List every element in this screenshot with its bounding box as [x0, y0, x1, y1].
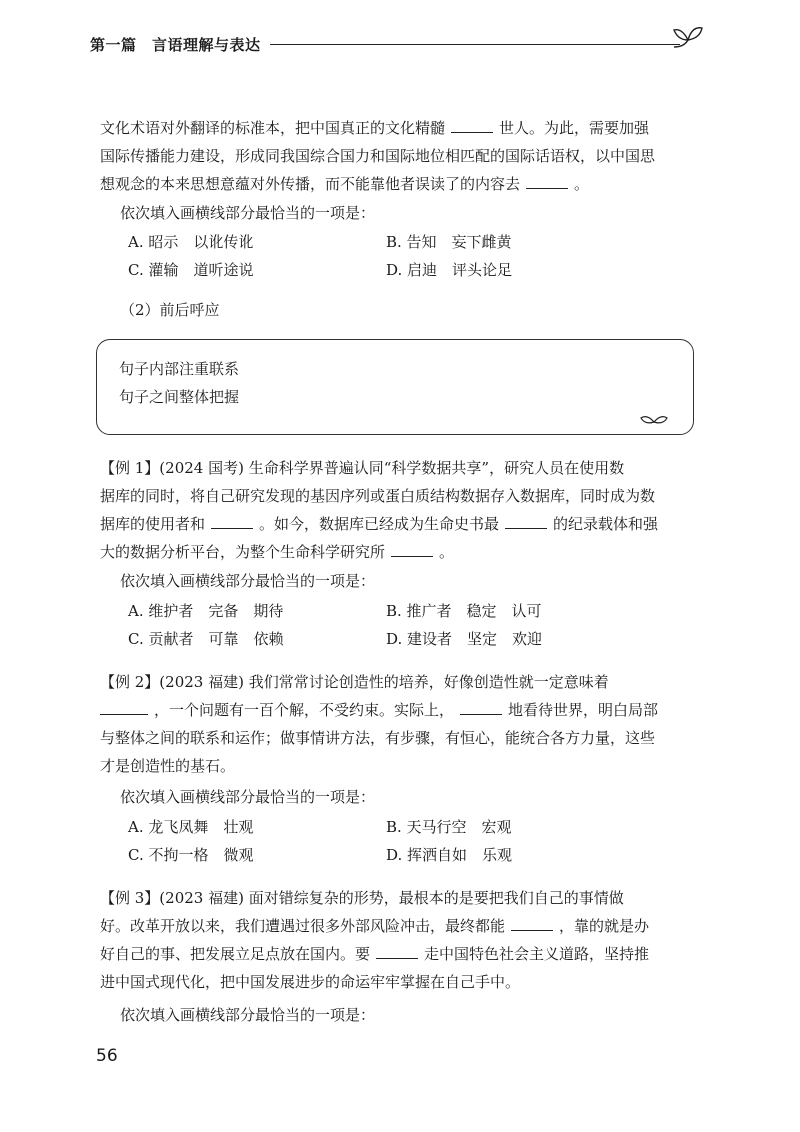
example-line: 好。改革开放以来，我们遭遇过很多外部风险冲击，最终都能 ，靠的就是办	[100, 912, 690, 940]
blank-line	[460, 698, 502, 715]
example-1-paragraph	[100, 454, 690, 566]
example-line: 据库的使用者和 。如今，数据库已经成为生命史书最 的纪录载体和强	[100, 510, 690, 538]
example-2-paragraph	[100, 668, 690, 780]
intro-line: 国际传播能力建设，形成同我国综合国力和国际地位相匹配的国际话语权，以中国思	[100, 147, 656, 165]
sprout-icon	[670, 22, 706, 52]
page-number: 56	[96, 1046, 118, 1066]
option-a: A. 昭示 以讹传讹	[128, 233, 254, 251]
blank-line	[376, 942, 418, 959]
example-line: 与整体之间的联系和运作；做事情讲方法，有步骤，有恒心，能统合各方力量，这些	[100, 729, 656, 747]
leaf-icon	[639, 412, 669, 428]
question-prompt: 依次填入画横线部分最恰当的一项是：	[120, 788, 376, 806]
option-b: B. 推广者 稳定 认可	[386, 602, 542, 620]
question-prompt: 依次填入画横线部分最恰当的一项是：	[120, 572, 376, 590]
option-d: D. 启迪 评头论足	[386, 261, 513, 279]
chapter-label: 第一篇	[90, 36, 137, 54]
question-prompt: 依次填入画横线部分最恰当的一项是：	[120, 1006, 376, 1024]
example-line: 【例 1】(2024 国考) 生命科学界普遍认同“科学数据共享”，研究人员在使用数	[100, 459, 625, 477]
question-prompt: 依次填入画横线部分最恰当的一项是：	[120, 204, 376, 222]
intro-line: 想观念的本来思想意蕴对外传播，而不能靠他者误读了的内容去 。	[100, 170, 690, 198]
example-line: 【例 2】(2023 福建) 我们常常讨论创造性的培养，好像创造性就一定意味着	[100, 673, 609, 691]
example-line: 【例 3】(2023 福建) 面对错综复杂的形势，最根本的是要把我们自己的事情做	[100, 889, 624, 907]
running-header	[90, 22, 710, 56]
example-line: 进中国式现代化，把中国发展进步的命运牢牢掌握在自己手中。	[100, 973, 521, 991]
option-a: A. 龙飞凤舞 壮观	[128, 818, 254, 836]
example-line: 据库的同时，将自己研究发现的基因序列或蛋白质结构数据存入数据库，同时成为数	[100, 487, 656, 505]
blank-line	[526, 172, 568, 189]
blank-line	[391, 540, 433, 557]
option-b: B. 天马行空 宏观	[386, 818, 512, 836]
blank-line	[100, 698, 148, 715]
blank-line	[451, 116, 493, 133]
blank-line	[211, 512, 253, 529]
option-c: C. 不拘一格 微观	[128, 846, 254, 864]
tip-line-1: 句子内部注重联系	[119, 360, 240, 378]
option-c: C. 贡献者 可靠 依赖	[128, 630, 284, 648]
intro-paragraph	[100, 114, 690, 198]
example-3-paragraph	[100, 884, 690, 996]
example-line: 大的数据分析平台，为整个生命科学研究所 。	[100, 538, 690, 566]
option-d: D. 挥洒自如 乐观	[386, 846, 513, 864]
option-b: B. 告知 妄下雌黄	[386, 233, 512, 251]
header-rule	[270, 44, 680, 45]
section-heading: （2）前后呼应	[120, 301, 220, 319]
chapter-title: 言语理解与表达	[152, 36, 261, 54]
header-label	[90, 34, 261, 55]
example-line: ，一个问题有一百个解，不受约束。实际上， 地看待世界，明白局部	[100, 696, 690, 724]
example-line: 才是创造性的基石。	[100, 757, 236, 775]
tip-box	[96, 339, 694, 435]
blank-line	[511, 914, 553, 931]
option-d: D. 建设者 坚定 欢迎	[386, 630, 543, 648]
option-c: C. 灌输 道听途说	[128, 261, 254, 279]
option-a: A. 维护者 完备 期待	[128, 602, 284, 620]
example-line: 好自己的事、把发展立足点放在国内。要 走中国特色社会主义道路，坚持推	[100, 940, 690, 968]
blank-line	[505, 512, 547, 529]
intro-line: 文化术语对外翻译的标准本，把中国真正的文化精髓 世人。为此，需要加强	[100, 114, 690, 142]
tip-line-2: 句子之间整体把握	[119, 388, 240, 406]
